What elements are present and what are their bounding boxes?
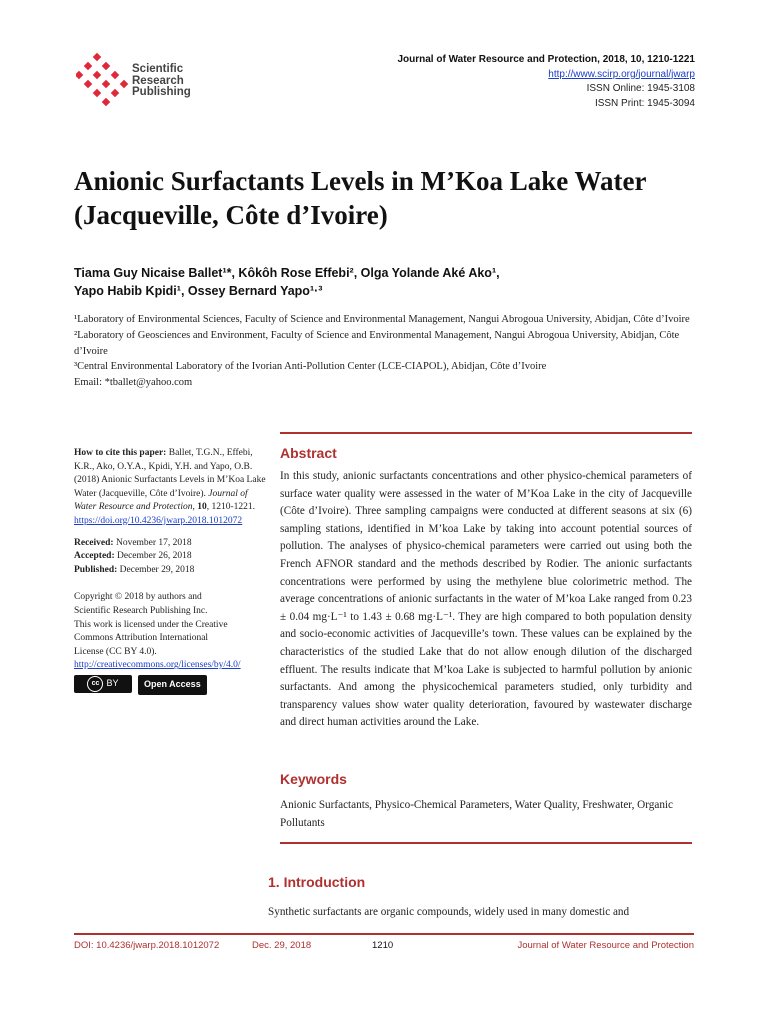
- publisher-name-line: Research: [132, 74, 184, 87]
- copyright-line: License (CC BY 4.0).: [74, 646, 157, 657]
- citation-sidebar: [74, 447, 266, 703]
- received-label: Received:: [74, 537, 114, 548]
- cc-license-icon[interactable]: [74, 675, 132, 693]
- corresponding-email: Email: *tballet@yahoo.com: [74, 377, 193, 389]
- copyright-line: Copyright © 2018 by authors and: [74, 592, 202, 603]
- footer-journal: Journal of Water Resource and Protection: [517, 940, 694, 951]
- dates: [74, 537, 266, 578]
- paper-title-line: (Jacqueville, Côte d’Ivoire): [74, 200, 388, 230]
- publisher-name-line: Publishing: [132, 86, 191, 98]
- cite-text: Ballet, T.G.N., Effebi, K.R., Ako, O.Y.A., Kpidi, Y.H. and Yapo, O.B. (2018) Anionic Surfactants Levels in M’Koa Lake Water (Jacqueville, Côte d’Ivoire).: [74, 448, 266, 499]
- issn-online: ISSN Online: 1945-3108: [586, 83, 695, 94]
- abstract-body: In this study, anionic surfactants concentrations and other physico-chemical parameters of surface water quality were assessed in the water of M’Koa Lake in the city of Jacqueville (Côte d’Ivoire). Three sampling campaigns were conducted at different seasons at six (6) sampling stations, identified in M’koa Lake by taking into account potential sources of pollution. The analyses of physico-chemical parameters were carried out using both the French AFNOR standard and the methods described by Rodier. The anionic surfactants concentrations were performed by using the methylene blue colorimetric method. The average concentrations of anionic surfactants in the water of M’koa Lake ranged from 0.23 ± 0.04 mg·L⁻¹ to 1.43 ± 0.68 mg·L⁻¹. They are high compared to both population density and socio-economic activities of Jacqueville’s town. These values can be explained by the characteristics of the studied Lake that do not allow enough dilution of the discharged effluent. The results indicate that M’koa Lake is subjected to harmful pollution by anionic surfactants. And among the physicochemical parameters studied, only turbidity and transparency values show water quality deterioration, favoured by wastewater discharge and direct human activities around the Lake.: [280, 470, 692, 729]
- footer-date: Dec. 29, 2018: [252, 940, 312, 951]
- keywords-heading: Keywords: [280, 771, 347, 787]
- publisher-name: [132, 64, 191, 99]
- cite-volume: 10: [197, 502, 207, 513]
- published-date: December 29, 2018: [117, 564, 195, 575]
- cc-by-label: BY: [106, 678, 119, 689]
- copyright: [74, 591, 266, 694]
- page-footer: [74, 940, 694, 954]
- page-number: 1210: [372, 940, 394, 951]
- accepted-label: Accepted:: [74, 551, 115, 562]
- author-line: Tiama Guy Nicaise Ballet¹*, Kôkôh Rose Effebi², Olga Yolande Aké Ako¹,: [74, 266, 500, 280]
- keywords-body: Anionic Surfactants, Physico-Chemical Parameters, Water Quality, Freshwater, Organic Pollutants: [280, 799, 674, 829]
- cite-separator: ,: [192, 502, 198, 513]
- published-label: Published:: [74, 564, 118, 575]
- affiliations: [74, 312, 714, 391]
- author-line: Yapo Habib Kpidi¹, Ossey Bernard Yapo¹·³: [74, 284, 323, 298]
- license-link[interactable]: http://creativecommons.org/licenses/by/4.0/: [74, 660, 241, 671]
- how-to-cite: [74, 447, 266, 529]
- affiliation: ²Laboratory of Geosciences and Environment, Faculty of Science and Environmental Management, Nangui Abrogoua University, Abidjan, Côte d’Ivoire: [74, 329, 680, 357]
- copyright-line: Commons Attribution International: [74, 633, 209, 644]
- journal-header: [397, 53, 695, 111]
- issn-print: ISSN Print: 1945-3094: [594, 97, 695, 109]
- introduction-heading: 1. Introduction: [268, 874, 366, 890]
- cite-journal: Journal of Water Resource and Protection: [74, 488, 248, 513]
- author-list: [74, 264, 500, 300]
- cc-symbol: cc: [87, 676, 103, 692]
- received-date: November 17, 2018: [113, 537, 192, 548]
- abstract-heading: Abstract: [280, 445, 337, 461]
- cite-pages: , 1210-1221.: [206, 502, 256, 513]
- copyright-line: This work is licensed under the Creative: [74, 619, 228, 630]
- accepted-date: December 26, 2018: [114, 551, 192, 562]
- footer-doi: DOI: 10.4236/jwarp.2018.1012072: [74, 940, 220, 951]
- cite-label: How to cite this paper:: [74, 448, 167, 458]
- section-divider: [280, 432, 692, 434]
- copyright-line: Scientific Research Publishing Inc.: [74, 605, 208, 616]
- section-divider: [280, 842, 692, 844]
- open-access-badge: Open Access: [138, 675, 207, 695]
- footer-divider: [74, 933, 694, 935]
- journal-url-link[interactable]: http://www.scirp.org/journal/jwarp: [548, 68, 695, 80]
- paper-title-line: Anionic Surfactants Levels in M’Koa Lake Water: [74, 166, 647, 196]
- affiliation: ³Central Environmental Laboratory of the Ivorian Anti-Pollution Center (LCE-CIAPOL), Abidjan, Côte d’Ivoire: [74, 361, 547, 373]
- cite-doi-link[interactable]: https://doi.org/10.4236/jwarp.2018.1012072: [74, 515, 243, 526]
- introduction-body: Synthetic surfactants are organic compounds, widely used in many domestic and: [268, 906, 630, 918]
- affiliation: ¹Laboratory of Environmental Sciences, Faculty of Science and Environmental Management, Nangui Abrogoua University, Abidjan, Côte d’Ivoire: [74, 314, 690, 325]
- paper-title: [74, 164, 714, 232]
- publisher-name-line: Scientific: [132, 63, 184, 75]
- journal-citation: Journal of Water Resource and Protection, 2018, 10, 1210-1221: [397, 54, 695, 65]
